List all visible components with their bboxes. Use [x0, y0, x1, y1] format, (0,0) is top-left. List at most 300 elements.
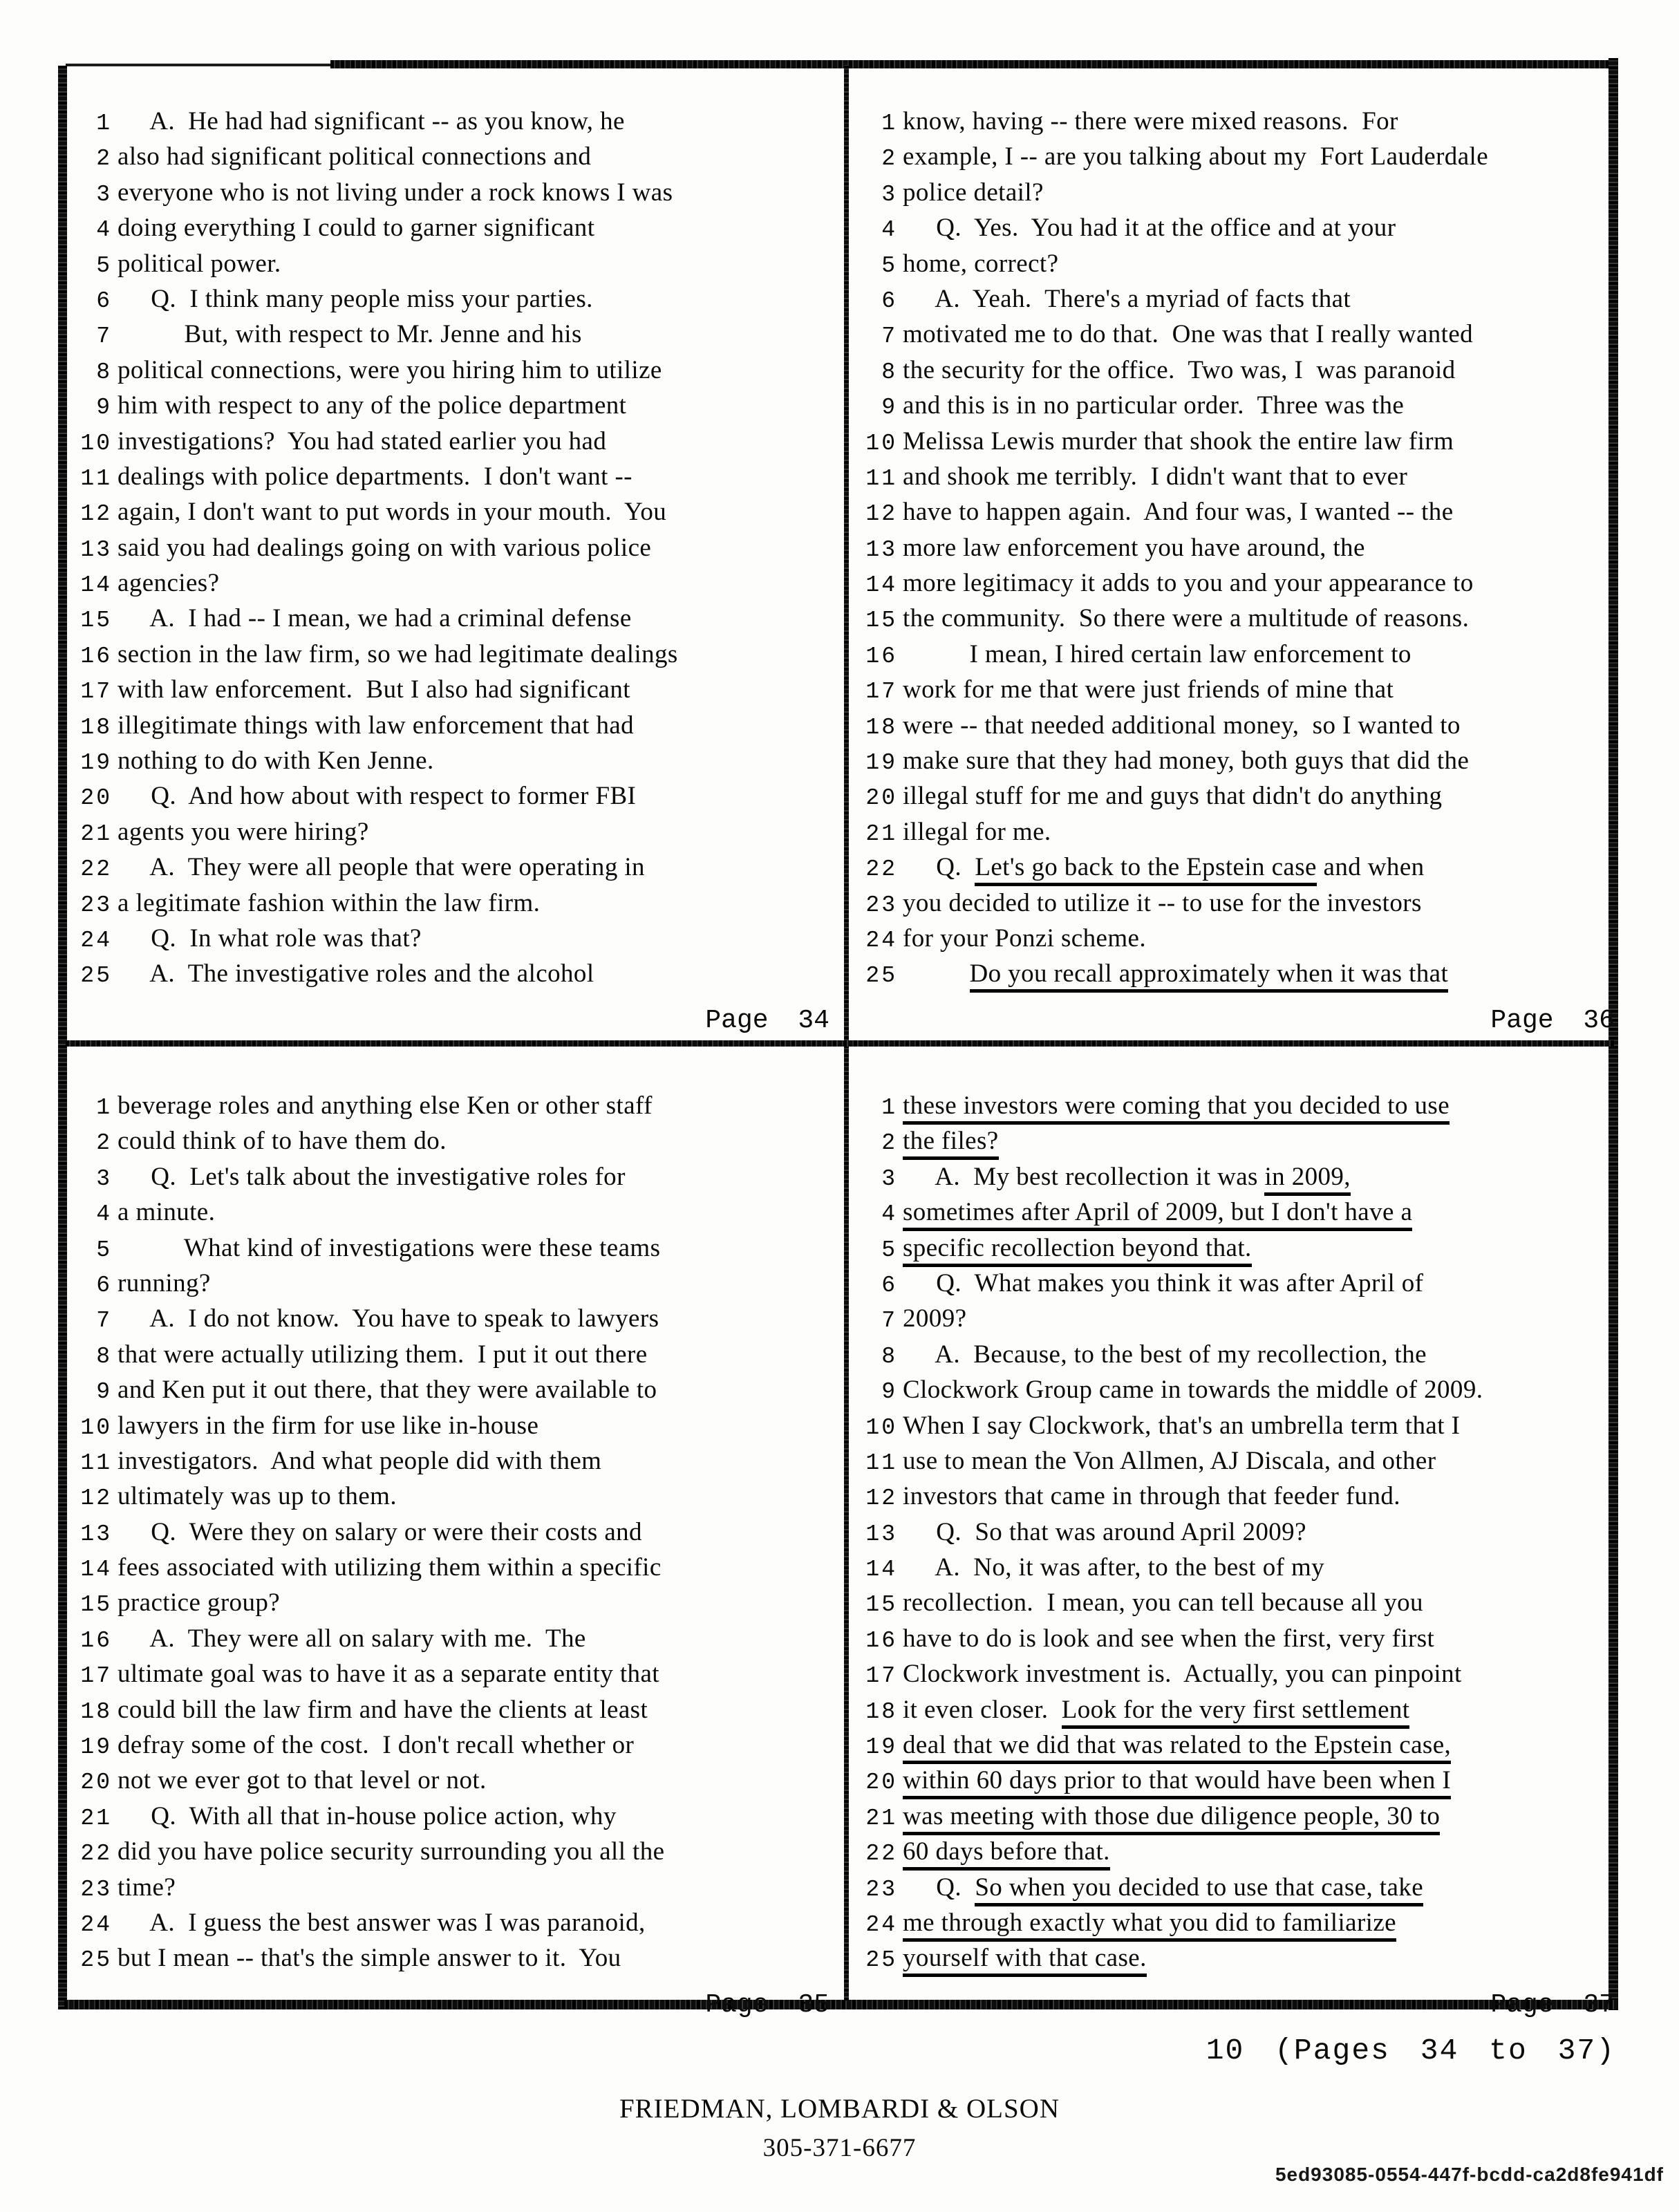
- line-number: 17: [80, 1663, 112, 1689]
- line-text: [903, 1765, 1451, 1795]
- transcript-line: [71, 1624, 832, 1659]
- line-text: but I mean -- that's the simple answer to it. You: [118, 1944, 621, 1973]
- line-text: Q. With all that in-house police action, why: [118, 1801, 617, 1830]
- transcript-line: [71, 1873, 832, 1908]
- underlined-text: Let's go back to the Epstein case: [975, 853, 1317, 886]
- line-number: 5: [96, 1237, 112, 1263]
- line-text: But, with respect to Mr. Jenne and his: [118, 320, 582, 349]
- transcript-line: [856, 1801, 1617, 1837]
- line-text: Q. Were they on salary or were their costs and: [118, 1517, 642, 1546]
- transcript-line: [856, 1837, 1617, 1872]
- transcript-line: [71, 1304, 832, 1339]
- line-number: 6: [96, 288, 112, 314]
- transcript-line: [856, 924, 1617, 959]
- transcript-page-35: [71, 1091, 832, 2020]
- line-number: 15: [865, 1592, 897, 1618]
- transcript-line: [71, 249, 832, 284]
- transcript-line: [856, 1091, 1617, 1126]
- line-number: 2: [96, 1130, 112, 1156]
- line-text: A. He had had significant -- as you know, he: [118, 107, 625, 135]
- transcript-line: [71, 1268, 832, 1304]
- line-text: example, I -- are you talking about my Fort Lauderdale: [903, 142, 1489, 171]
- transcript-line: [71, 1517, 832, 1553]
- underlined-text: yourself with that case.: [903, 1944, 1147, 1977]
- line-number: 5: [96, 252, 112, 279]
- line-number: 4: [96, 217, 112, 243]
- transcript-page-34: [71, 106, 832, 1035]
- transcript-line: [856, 142, 1617, 177]
- line-text: agencies?: [118, 569, 220, 598]
- transcript-line: [856, 497, 1617, 532]
- line-number: 1: [881, 1095, 897, 1121]
- line-text: it even closer. Look for the very first settlement: [903, 1695, 1409, 1725]
- transcript-line: [856, 603, 1617, 639]
- transcript-line: [71, 1126, 832, 1161]
- transcript-line: [71, 497, 832, 532]
- line-number: 11: [80, 465, 112, 491]
- line-text: Q. Let's talk about the investigative roles for: [118, 1162, 626, 1191]
- line-text: [903, 1091, 1450, 1121]
- line-text: everyone who is not living under a rock knows I was: [118, 178, 673, 207]
- transcript-line: [856, 817, 1617, 852]
- line-number: 6: [881, 1272, 897, 1298]
- line-text: work for me that were just friends of mine that: [903, 675, 1394, 704]
- transcript-line: [71, 1837, 832, 1872]
- transcript-line: [71, 888, 832, 924]
- line-number: 16: [80, 643, 112, 669]
- line-number: 19: [80, 1734, 112, 1761]
- line-number: 7: [96, 324, 112, 350]
- underlined-text: Look for the very first settlement: [1062, 1696, 1410, 1729]
- underlined-text: in 2009,: [1264, 1163, 1350, 1196]
- line-number: 18: [80, 714, 112, 740]
- transcript-line: [71, 1943, 832, 1978]
- transcript-line: [71, 427, 832, 462]
- line-number: 3: [881, 181, 897, 207]
- line-text: that were actually utilizing them. I put it out there: [118, 1340, 648, 1369]
- line-number: 3: [96, 1165, 112, 1192]
- line-number: 15: [80, 1592, 112, 1618]
- underlined-text: So when you decided to use that case, take: [975, 1873, 1423, 1906]
- transcript-line: [71, 355, 832, 391]
- line-number: 1: [881, 111, 897, 136]
- line-text: Melissa Lewis murder that shook the entire law firm: [903, 427, 1454, 456]
- transcript-line: [71, 1801, 832, 1837]
- court-reporter-phone: 305-371-6677: [762, 2134, 917, 2162]
- line-text: A. Because, to the best of my recollection, the: [903, 1340, 1427, 1369]
- line-number: 19: [865, 750, 897, 776]
- line-number: 13: [865, 1521, 897, 1547]
- line-text: agents you were hiring?: [118, 817, 369, 846]
- transcript-lines: [71, 1091, 832, 1979]
- line-number: 15: [865, 608, 897, 634]
- line-text: A. I had -- I mean, we had a criminal defense: [118, 604, 632, 633]
- line-text: A. They were all people that were operating in: [118, 853, 645, 882]
- line-number: 23: [80, 892, 112, 918]
- transcript-line: [856, 1730, 1617, 1765]
- line-text: and shook me terribly. I didn't want that to ever: [903, 462, 1408, 491]
- transcript-line: [856, 1765, 1617, 1801]
- line-text: [903, 1126, 999, 1156]
- transcript-line: [71, 603, 832, 639]
- transcript-line: [856, 1340, 1617, 1375]
- line-number: 15: [80, 608, 112, 634]
- line-text: him with respect to any of the police department: [118, 391, 627, 420]
- line-text: the security for the office. Two was, I was paranoid: [903, 355, 1456, 384]
- transcript-line: [71, 319, 832, 355]
- line-text: home, correct?: [903, 249, 1059, 278]
- line-number: 10: [80, 430, 112, 456]
- line-number: 25: [865, 963, 897, 989]
- transcript-line: [856, 1162, 1617, 1197]
- line-number: 13: [80, 536, 112, 563]
- underlined-text: me through exactly what you did to familiarize: [903, 1909, 1396, 1942]
- transcript-line: [856, 1873, 1617, 1908]
- line-number: 19: [80, 750, 112, 776]
- transcript-lines: [71, 106, 832, 995]
- line-number: 24: [865, 1911, 897, 1938]
- line-text: section in the law firm, so we had legitimate dealings: [118, 639, 678, 668]
- line-number: 25: [80, 1947, 112, 1974]
- line-text: police detail?: [903, 178, 1044, 207]
- transcript-line: [856, 249, 1617, 284]
- line-text: have to do is look and see when the first, very first: [903, 1624, 1435, 1653]
- line-text: Clockwork Group came in towards the middle of 2009.: [903, 1376, 1483, 1405]
- line-text: doing everything I could to garner significant: [118, 214, 595, 243]
- line-text: and Ken put it out there, that they were available to: [118, 1376, 657, 1405]
- transcript-line: [856, 1268, 1617, 1304]
- court-reporter-firm: FRIEDMAN, LOMBARDI & OLSON: [619, 2094, 1060, 2124]
- transcript-line: [71, 1481, 832, 1517]
- line-number: 9: [96, 1379, 112, 1405]
- line-text: investors that came in through that feeder fund.: [903, 1482, 1400, 1511]
- line-number: 8: [96, 359, 112, 385]
- line-text: A. They were all on salary with me. The: [118, 1624, 586, 1653]
- transcript-line: [71, 533, 832, 568]
- page-label: Page 36: [1490, 1005, 1615, 1035]
- line-number: 21: [865, 821, 897, 847]
- line-text: fees associated with utilizing them within a specific: [118, 1553, 662, 1582]
- line-number: 10: [865, 430, 897, 456]
- line-text: Q. I think many people miss your parties.: [118, 284, 593, 313]
- line-number: 16: [80, 1627, 112, 1653]
- line-text: again, I don't want to put words in your mouth. You: [118, 498, 667, 527]
- line-number: 9: [881, 1379, 897, 1405]
- transcript-line: [71, 1446, 832, 1481]
- line-text: A. I guess the best answer was I was paranoid,: [118, 1908, 646, 1937]
- transcript-line: [856, 959, 1617, 994]
- transcript-line: [71, 639, 832, 675]
- transcript-line: [71, 1411, 832, 1446]
- line-text: Q. Yes. You had it at the office and at your: [903, 214, 1396, 243]
- transcript-line: [856, 675, 1617, 710]
- line-text: [903, 1943, 1147, 1973]
- line-text: A. I do not know. You have to speak to lawyers: [118, 1304, 659, 1333]
- transcript-line: [71, 1659, 832, 1694]
- line-number: 6: [96, 1272, 112, 1298]
- line-number: 8: [881, 359, 897, 385]
- underlined-text: the files?: [903, 1127, 999, 1160]
- underlined-text: these investors were coming that you decided to use: [903, 1091, 1450, 1125]
- transcript-line: [856, 1197, 1617, 1232]
- transcript-line: [856, 1126, 1617, 1161]
- line-text: investigators. And what people did with them: [118, 1446, 602, 1475]
- line-text: 2009?: [903, 1304, 967, 1333]
- line-text: [903, 959, 1448, 988]
- transcript-line: [856, 568, 1617, 603]
- line-number: 3: [881, 1165, 897, 1192]
- transcript-line: [71, 781, 832, 816]
- line-text: Q. And how about with respect to former FBI: [118, 782, 637, 811]
- line-number: 11: [80, 1450, 112, 1476]
- line-number: 5: [881, 1237, 897, 1263]
- line-number: 18: [865, 1698, 897, 1725]
- line-number: 22: [80, 1841, 112, 1867]
- transcript-line: [856, 852, 1617, 888]
- line-number: 16: [865, 1627, 897, 1653]
- line-number: 18: [865, 714, 897, 740]
- transcript-line: [71, 1730, 832, 1765]
- transcript-line: [71, 1091, 832, 1126]
- transcript-line: [71, 178, 832, 213]
- line-number: 5: [881, 252, 897, 279]
- transcript-line: [856, 319, 1617, 355]
- line-number: 9: [881, 395, 897, 421]
- line-text: A. Yeah. There's a myriad of facts that: [903, 284, 1351, 313]
- border-top-hatched-bar: [330, 60, 1615, 68]
- transcript-line: [71, 213, 832, 248]
- line-text: recollection. I mean, you can tell because all you: [903, 1588, 1423, 1618]
- line-number: 2: [96, 146, 112, 172]
- line-number: 21: [80, 1805, 112, 1831]
- transcript-line: [856, 1659, 1617, 1694]
- line-text: time?: [118, 1873, 176, 1902]
- line-text: and this is in no particular order. Three was the: [903, 391, 1405, 420]
- underlined-text: was meeting with those due diligence people, 30 to: [903, 1802, 1440, 1835]
- transcript-line: [71, 675, 832, 710]
- transcript-line: [856, 355, 1617, 391]
- line-number: 23: [865, 892, 897, 918]
- line-text: could think of to have them do.: [118, 1127, 447, 1156]
- line-text: more legitimacy it adds to you and your appearance to: [903, 569, 1474, 598]
- transcript-line: [71, 1233, 832, 1268]
- underlined-text: 60 days before that.: [903, 1837, 1110, 1871]
- transcript-line: [71, 852, 832, 888]
- line-text: also had significant political connections and: [118, 142, 592, 171]
- line-text: practice group?: [118, 1588, 281, 1618]
- transcript-line: [71, 1765, 832, 1801]
- underlined-text: Do you recall approximately when it was that: [970, 959, 1449, 993]
- transcript-line: [856, 1517, 1617, 1553]
- line-text: a legitimate fashion within the law firm.: [118, 888, 541, 917]
- line-text: could bill the law firm and have the clients at least: [118, 1695, 648, 1724]
- transcript-line: [71, 711, 832, 746]
- line-text: What kind of investigations were these teams: [118, 1233, 661, 1262]
- line-number: 12: [80, 501, 112, 527]
- transcript-line: [856, 1943, 1617, 1978]
- transcript-line: [856, 213, 1617, 248]
- line-number: 7: [881, 1308, 897, 1334]
- line-text: make sure that they had money, both guys that did the: [903, 747, 1470, 776]
- line-text: illegal stuff for me and guys that didn't do anything: [903, 782, 1443, 811]
- line-text: lawyers in the firm for use like in-house: [118, 1411, 539, 1440]
- transcript-line: [71, 1553, 832, 1588]
- line-text: [903, 1730, 1451, 1760]
- transcript-lines: [856, 106, 1617, 995]
- line-number: 16: [865, 643, 897, 669]
- line-number: 7: [96, 1308, 112, 1334]
- line-text: Q. What makes you think it was after April of: [903, 1268, 1424, 1297]
- line-text: political power.: [118, 249, 281, 278]
- line-text: not we ever got to that level or not.: [118, 1766, 487, 1795]
- underlined-text: within 60 days prior to that would have been when I: [903, 1766, 1451, 1799]
- transcript-line: [856, 178, 1617, 213]
- line-text: Clockwork investment is. Actually, you can pinpoint: [903, 1660, 1462, 1689]
- transcript-line: [71, 1162, 832, 1197]
- line-text: A. The investigative roles and the alcohol: [118, 959, 594, 988]
- transcript-line: [856, 427, 1617, 462]
- line-text: running?: [118, 1268, 211, 1297]
- center-horizontal-divider: [66, 1040, 1614, 1047]
- transcript-line: [71, 106, 832, 142]
- line-number: 6: [881, 288, 897, 314]
- transcript-line: [856, 106, 1617, 142]
- line-text: the community. So there were a multitude of reasons.: [903, 604, 1470, 633]
- transcript-line: [71, 568, 832, 603]
- line-text: [903, 1908, 1396, 1938]
- line-text: with law enforcement. But I also had significant: [118, 675, 630, 704]
- line-number: 21: [80, 821, 112, 847]
- line-number: 24: [865, 927, 897, 953]
- line-text: [903, 1197, 1412, 1227]
- transcript-line: [71, 959, 832, 994]
- transcript-line: [856, 1695, 1617, 1730]
- line-number: 24: [80, 927, 112, 953]
- transcript-lines: [856, 1091, 1617, 1979]
- transcript-line: [856, 639, 1617, 675]
- condensed-page-range: 10 (Pages 34 to 37): [1206, 2034, 1615, 2068]
- line-number: 10: [80, 1414, 112, 1441]
- line-number: 20: [80, 1770, 112, 1796]
- line-text: did you have police security surrounding you all the: [118, 1837, 665, 1866]
- line-number: 21: [865, 1805, 897, 1831]
- line-text: Q. Let's go back to the Epstein case and when: [903, 852, 1425, 882]
- line-number: 18: [80, 1698, 112, 1725]
- transcript-line: [71, 1375, 832, 1410]
- transcript-line: [71, 817, 832, 852]
- line-text: illegal for me.: [903, 817, 1051, 846]
- transcript-line: [856, 888, 1617, 924]
- line-number: 20: [80, 785, 112, 812]
- line-number: 14: [865, 572, 897, 599]
- document-id: 5ed93085-0554-447f-bcdd-ca2d8fe941df: [1275, 2164, 1664, 2185]
- page-label: Page 34: [705, 1005, 829, 1035]
- transcript-line: [856, 781, 1617, 816]
- line-text: for your Ponzi scheme.: [903, 924, 1146, 953]
- line-number: 1: [96, 111, 112, 136]
- line-text: nothing to do with Ken Jenne.: [118, 747, 434, 776]
- transcript-line: [856, 1304, 1617, 1339]
- center-vertical-divider: [844, 65, 849, 2000]
- line-text: [903, 1801, 1440, 1831]
- line-text: ultimate goal was to have it as a separate entity that: [118, 1660, 659, 1689]
- line-text: a minute.: [118, 1198, 216, 1227]
- transcript-line: [71, 1588, 832, 1623]
- transcript-line: [71, 1908, 832, 1943]
- line-number: 22: [865, 1841, 897, 1867]
- transcript-line: [856, 1233, 1617, 1268]
- transcript-line: [856, 1375, 1617, 1410]
- line-text: you decided to utilize it -- to use for the investors: [903, 888, 1422, 917]
- line-number: 8: [881, 1343, 897, 1369]
- line-text: illegitimate things with law enforcement that had: [118, 711, 635, 740]
- underlined-text: specific recollection beyond that.: [903, 1234, 1252, 1267]
- page-label: Page 37: [1490, 1989, 1615, 2020]
- line-number: 12: [865, 501, 897, 527]
- transcript-line: [856, 462, 1617, 497]
- line-number: 4: [881, 217, 897, 243]
- line-number: 3: [96, 181, 112, 207]
- line-text: A. No, it was after, to the best of my: [903, 1553, 1325, 1582]
- line-number: 4: [881, 1201, 897, 1228]
- transcript-line: [71, 746, 832, 781]
- transcript-line: [71, 391, 832, 426]
- line-text: said you had dealings going on with various police: [118, 533, 652, 562]
- line-number: 8: [96, 1343, 112, 1369]
- line-text: investigations? You had stated earlier you had: [118, 427, 607, 456]
- transcript-line: [856, 711, 1617, 746]
- transcript-line: [856, 1624, 1617, 1659]
- line-text: beverage roles and anything else Ken or other staff: [118, 1091, 653, 1120]
- line-text: Q. So that was around April 2009?: [903, 1517, 1306, 1546]
- line-number: 23: [865, 1876, 897, 1902]
- line-text: were -- that needed additional money, so I wanted to: [903, 711, 1461, 740]
- line-text: I mean, I hired certain law enforcement to: [903, 639, 1411, 668]
- line-number: 7: [881, 324, 897, 350]
- line-number: 24: [80, 1911, 112, 1938]
- line-number: 14: [80, 1557, 112, 1583]
- transcript-line: [856, 746, 1617, 781]
- transcript-line: [71, 1340, 832, 1375]
- transcript-line: [856, 1553, 1617, 1588]
- line-number: 19: [865, 1734, 897, 1761]
- transcript-line: [71, 1695, 832, 1730]
- line-number: 22: [80, 856, 112, 883]
- line-number: 20: [865, 1770, 897, 1796]
- line-text: Q. In what role was that?: [118, 924, 422, 953]
- transcript-line: [71, 462, 832, 497]
- transcript-line: [856, 533, 1617, 568]
- line-number: 14: [865, 1557, 897, 1583]
- line-number: 10: [865, 1414, 897, 1441]
- line-number: 23: [80, 1876, 112, 1902]
- line-text: know, having -- there were mixed reasons. For: [903, 107, 1398, 135]
- line-number: 11: [865, 465, 897, 491]
- line-number: 14: [80, 572, 112, 599]
- transcript-line: [71, 142, 832, 177]
- underlined-text: sometimes after April of 2009, but I don't have a: [903, 1198, 1412, 1231]
- line-number: 1: [96, 1095, 112, 1121]
- transcript-line: [71, 924, 832, 959]
- line-number: 13: [865, 536, 897, 563]
- transcript-line: [856, 284, 1617, 319]
- line-text: more law enforcement you have around, the: [903, 533, 1365, 562]
- line-number: 9: [96, 395, 112, 421]
- underlined-text: deal that we did that was related to the Epstein case,: [903, 1731, 1451, 1764]
- transcript-line: [71, 1197, 832, 1232]
- line-number: 25: [80, 963, 112, 989]
- line-text: [903, 1837, 1110, 1866]
